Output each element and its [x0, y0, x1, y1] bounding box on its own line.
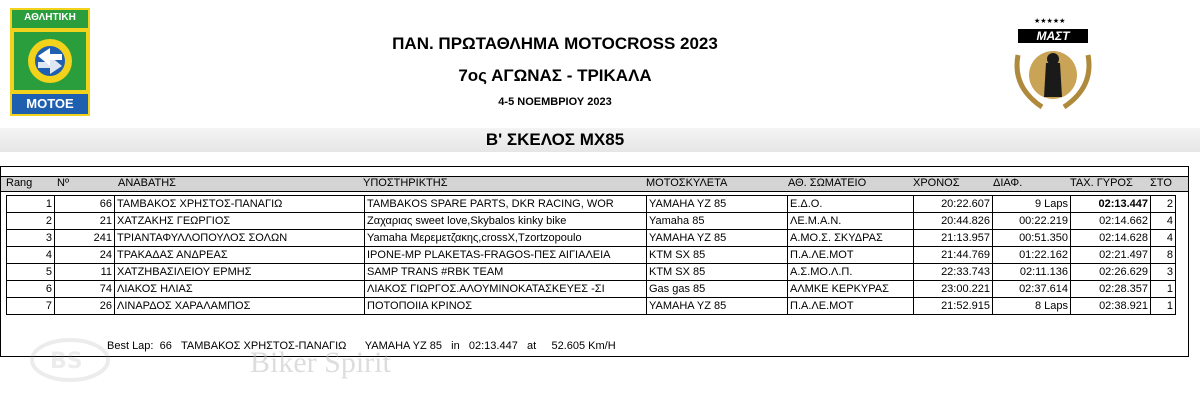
- rank-cell: 4: [7, 247, 55, 264]
- rank-cell: 3: [7, 230, 55, 247]
- sponsor-cell: SAMP TRANS #RBK TEAM: [365, 264, 647, 281]
- table-row: [7, 213, 1176, 230]
- bike-cell: Yamaha 85: [647, 213, 788, 230]
- watermark-text: Biker Spirit: [250, 346, 391, 379]
- best-lap-cell: 02:14.662: [1071, 213, 1151, 230]
- col-no: Νº: [57, 177, 69, 189]
- bike-cell: YAMAHA YZ 85: [647, 230, 788, 247]
- table-row: [7, 247, 1176, 264]
- svg-text:★★★★★: ★★★★★: [1034, 18, 1066, 25]
- on-lap-cell: 4: [1151, 230, 1176, 247]
- table-row: [7, 264, 1176, 281]
- best-lap-cell: 02:28.357: [1071, 281, 1151, 298]
- rider-cell: ΧΑΤΖΗΒΑΣΙΛΕΙΟΥ ΕΡΜΗΣ: [115, 264, 365, 281]
- diff-cell: 02:11.136: [993, 264, 1071, 281]
- bike-cell: YAMAHA YZ 85: [647, 298, 788, 315]
- rank-cell: 1: [7, 196, 55, 213]
- best-lap-cell: 02:14.628: [1071, 230, 1151, 247]
- best-lap-summary: [107, 340, 616, 352]
- rider-cell: ΧΑΤΖΑΚΗΣ ΓΕΩΡΓΙΟΣ: [115, 213, 365, 230]
- number-cell: 21: [55, 213, 115, 230]
- col-diff: ΔΙΑΦ.: [993, 177, 1023, 189]
- time-cell: 22:33.743: [914, 264, 993, 281]
- time-cell: 20:22.607: [914, 196, 993, 213]
- on-lap-cell: 1: [1151, 281, 1176, 298]
- best-lap-cell: 02:21.497: [1071, 247, 1151, 264]
- diff-cell: 01:22.162: [993, 247, 1071, 264]
- best-lap-no: 66: [159, 340, 172, 352]
- col-best-lap: ΤΑΧ. ΓΥΡΟΣ: [1070, 177, 1133, 189]
- sponsor-cell: ΛΙΑΚΟΣ ΓΙΩΡΓΟΣ.ΑΛΟΥΜΙΝΟΚΑΤΑΣΚΕΥΕΣ -ΣΙ: [365, 281, 647, 298]
- logo-top-text: ΑΘΛΗΤΙΚΗ: [24, 12, 76, 23]
- event-title: 7ος ΑΓΩΝΑΣ - ΤΡΙΚΑΛΑ: [458, 66, 652, 85]
- sponsor-cell: ΠΟΤΟΠΟΙΙΑ ΚΡΙΝΟΣ: [365, 298, 647, 315]
- rider-cell: ΤΡΙΑΝΤΑΦΥΛΛΟΠΟΥΛΟΣ ΣΟΛΩΝ: [115, 230, 365, 247]
- time-cell: 20:44.826: [914, 213, 993, 230]
- bike-cell: KTM SX 85: [647, 247, 788, 264]
- col-rank: Rang: [6, 177, 33, 189]
- number-cell: 241: [55, 230, 115, 247]
- best-lap-bike: YAMAHA YZ 85: [364, 340, 442, 352]
- championship-title: ΠΑΝ. ΠΡΩΤΑΘΛΗΜΑ MOTOCROSS 2023: [392, 34, 718, 53]
- time-cell: 21:44.769: [914, 247, 993, 264]
- number-cell: 66: [55, 196, 115, 213]
- best-lap-speed: 52.605 Km/H: [551, 340, 616, 352]
- bike-cell: KTM SX 85: [647, 264, 788, 281]
- rider-cell: ΛΙΑΚΟΣ ΗΛΙΑΣ: [115, 281, 365, 298]
- mast-logo: [1004, 15, 1102, 115]
- best-lap-cell: 02:13.447: [1071, 196, 1151, 213]
- time-cell: 23:00.221: [914, 281, 993, 298]
- svg-text:BS: BS: [50, 349, 83, 374]
- number-cell: 24: [55, 247, 115, 264]
- club-cell: Α.ΜΟ.Σ. ΣΚΥΔΡΑΣ: [788, 230, 914, 247]
- diff-cell: 00:51.350: [993, 230, 1071, 247]
- number-cell: 26: [55, 298, 115, 315]
- rank-cell: 7: [7, 298, 55, 315]
- best-lap-label: Best Lap:: [107, 340, 154, 352]
- col-on-lap: ΣΤΟ: [1150, 177, 1172, 189]
- best-lap-time: 02:13.447: [468, 340, 518, 352]
- club-cell: Ε.Δ.Ο.: [788, 196, 914, 213]
- col-time: ΧΡΟΝΟΣ: [913, 177, 960, 189]
- best-lap-in: in: [451, 340, 460, 352]
- sponsor-cell: Yamaha Μερεμετζακης,crossX,Tzortzopoulo: [365, 230, 647, 247]
- rank-cell: 2: [7, 213, 55, 230]
- event-dates: 4-5 ΝΟΕΜΒΡΙΟΥ 2023: [498, 96, 612, 108]
- table-row: [7, 281, 1176, 298]
- on-lap-cell: 3: [1151, 264, 1176, 281]
- diff-cell: 00:22.219: [993, 213, 1071, 230]
- number-cell: 74: [55, 281, 115, 298]
- sponsor-cell: Ζαχαριας sweet love,Skybalos kinky bike: [365, 213, 647, 230]
- bike-cell: Gas gas 85: [647, 281, 788, 298]
- bike-cell: YAMAHA YZ 85: [647, 196, 788, 213]
- on-lap-cell: 2: [1151, 196, 1176, 213]
- number-cell: 11: [55, 264, 115, 281]
- time-cell: 21:13.957: [914, 230, 993, 247]
- club-cell: Α.Σ.ΜΟ.Λ.Π.: [788, 264, 914, 281]
- logo-bottom-text: ΜΟΤΟΕ: [26, 96, 74, 111]
- diff-cell: 9 Laps: [993, 196, 1071, 213]
- on-lap-cell: 1: [1151, 298, 1176, 315]
- race-title: Β' ΣΚΕΛΟΣ ΜΧ85: [485, 130, 625, 149]
- rider-cell: ΤΡΑΚΑΔΑΣ ΑΝΔΡΕΑΣ: [115, 247, 365, 264]
- sponsor-cell: IPONE-MP PLAKETAS-FRAGOS-ΠΕΣ ΑΙΓΙΑΛΕΙΑ: [365, 247, 647, 264]
- col-sponsor: ΥΠΟΣΤΗΡΙΚΤΗΣ: [363, 177, 448, 189]
- time-cell: 21:52.915: [914, 298, 993, 315]
- col-bike: ΜΟΤΟΣΚΥΛΕΤΑ: [646, 177, 728, 189]
- table-row: [7, 298, 1176, 315]
- on-lap-cell: 8: [1151, 247, 1176, 264]
- col-rider: ΑΝΑΒΑΤΗΣ: [118, 177, 176, 189]
- rank-cell: 6: [7, 281, 55, 298]
- best-lap-cell: 02:38.921: [1071, 298, 1151, 315]
- table-row: [7, 196, 1176, 213]
- rider-cell: ΛΙΝΑΡΔΟΣ ΧΑΡΑΛΑΜΠΟΣ: [115, 298, 365, 315]
- club-cell: Π.Α.ΛΕ.ΜΟΤ: [788, 247, 914, 264]
- diff-cell: 02:37.614: [993, 281, 1071, 298]
- mast-logo-text: ΜΑΣΤ: [1036, 29, 1070, 43]
- rank-cell: 5: [7, 264, 55, 281]
- diff-cell: 8 Laps: [993, 298, 1071, 315]
- best-lap-at: at: [526, 340, 537, 352]
- table-row: [7, 230, 1176, 247]
- club-cell: Π.Α.ΛΕ.ΜΟΤ: [788, 298, 914, 315]
- sponsor-cell: TAMBAKOS SPARE PARTS, DKR RACING, WOR: [365, 196, 647, 213]
- rider-cell: ΤΑΜΒΑΚΟΣ ΧΡΗΣΤΟΣ-ΠΑΝΑΓΙΩ: [115, 196, 365, 213]
- club-cell: ΑΛΜΚΕ ΚΕΡΚΥΡΑΣ: [788, 281, 914, 298]
- results-table: [6, 195, 1176, 315]
- club-cell: ΛΕ.Μ.Α.Ν.: [788, 213, 914, 230]
- best-lap-rider: ΤΑΜΒΑΚΟΣ ΧΡΗΣΤΟΣ-ΠΑΝΑΓΙΩ: [181, 340, 347, 352]
- on-lap-cell: 4: [1151, 213, 1176, 230]
- col-club: ΑΘ. ΣΩΜΑΤΕΙΟ: [788, 177, 867, 189]
- best-lap-cell: 02:26.629: [1071, 264, 1151, 281]
